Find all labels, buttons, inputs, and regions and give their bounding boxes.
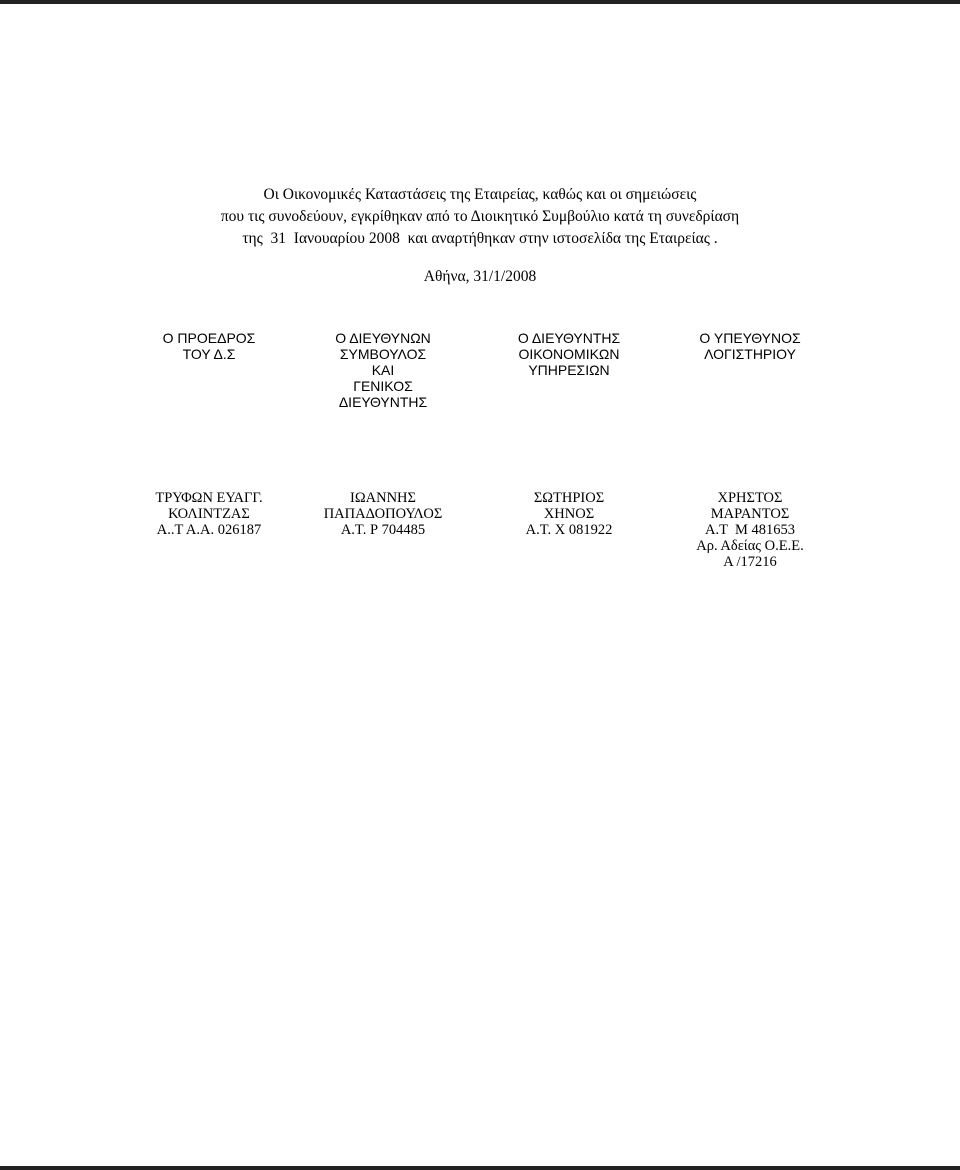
license-line: Α /17216: [723, 554, 777, 570]
id-line: Α.Τ. Ρ 704485: [340, 522, 426, 538]
title-line: ΚΑΙ: [371, 362, 395, 378]
name-line: ΜΑΡΑΝΤΟΣ: [710, 506, 790, 522]
signatory-title-chief-accountant: [650, 330, 850, 362]
name-line: ΠΑΠΑΔΟΠΟΥΛΟΣ: [323, 506, 443, 522]
id-line: Α..Τ Α.Α. 026187: [156, 522, 262, 538]
signatory-name-chief-accountant: [650, 490, 850, 570]
signatory-name-chairman: [109, 490, 309, 538]
top-border-rule: [0, 0, 960, 4]
name-line: ΙΩΑΝΝΗΣ: [350, 490, 416, 506]
approval-line: της 31 Ιανουαρίου 2008 και αναρτήθηκαν στην ιστοσελίδα της Εταιρείας .: [242, 230, 718, 247]
id-line: Α.Τ. Χ 081922: [525, 522, 613, 538]
title-line: ΟΙΚΟΝΟΜΙΚΩΝ: [518, 346, 620, 362]
signatory-title-cfo: [469, 330, 669, 378]
approval-line: Οι Οικονομικές Καταστάσεις της Εταιρείας, καθώς και οι σημειώσεις: [263, 186, 697, 203]
title-line: Ο ΔΙΕΥΘΥΝΩΝ: [335, 330, 431, 346]
signatory-name-cfo: [469, 490, 669, 538]
name-line: ΧΡΗΣΤΟΣ: [717, 490, 783, 506]
signatory-name-ceo: [283, 490, 483, 538]
title-line: ΔΙΕΥΘΥΝΤΗΣ: [338, 394, 428, 410]
bottom-border-rule: [0, 1166, 960, 1170]
name-line: ΤΡΥΦΩΝ ΕΥΑΓΓ.: [155, 490, 263, 506]
approval-line: που τις συνοδεύουν, εγκρίθηκαν από το Διοικητικό Συμβούλιο κατά τη συνεδρίαση: [220, 208, 740, 225]
title-line: ΥΠΗΡΕΣΙΩΝ: [528, 362, 610, 378]
title-line: Ο ΔΙΕΥΘΥΝΤΗΣ: [517, 330, 621, 346]
title-line: ΛΟΓΙΣΤΗΡΙΟΥ: [704, 346, 796, 362]
place-and-date: Αθήνα, 31/1/2008: [423, 268, 537, 285]
approval-statement: [0, 184, 960, 250]
id-line: Α.Τ Μ 481653: [705, 522, 795, 538]
signatory-title-ceo: [283, 330, 483, 410]
name-line: ΚΟΛΙΝΤΖΑΣ: [168, 506, 250, 522]
name-line: ΧΗΝΟΣ: [543, 506, 595, 522]
signatory-title-chairman: [109, 330, 309, 362]
title-line: Ο ΠΡΟΕΔΡΟΣ: [162, 330, 256, 346]
license-line: Αρ. Αδείας Ο.Ε.Ε.: [696, 538, 804, 554]
name-line: ΣΩΤΗΡΙΟΣ: [533, 490, 605, 506]
title-line: ΓΕΝΙΚΟΣ: [353, 378, 413, 394]
title-line: ΤΟΥ Δ.Σ: [182, 346, 236, 362]
title-line: Ο ΥΠΕΥΘΥΝΟΣ: [699, 330, 801, 346]
title-line: ΣΥΜΒΟΥΛΟΣ: [339, 346, 427, 362]
